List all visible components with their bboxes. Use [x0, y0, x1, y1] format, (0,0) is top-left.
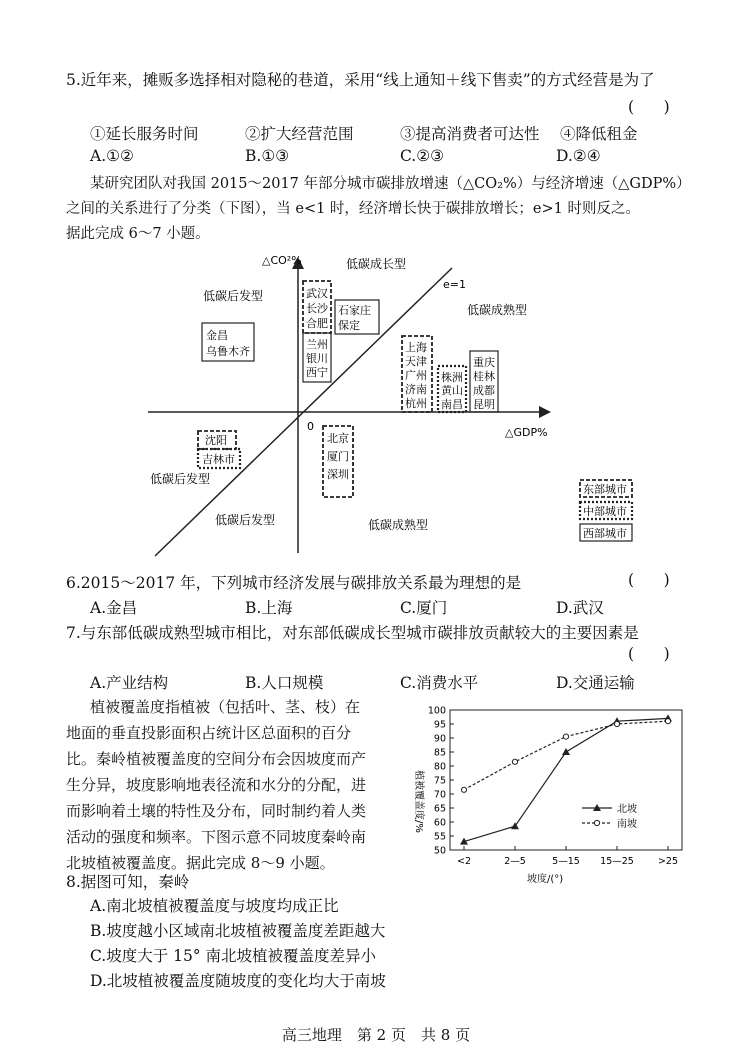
box-jilin — [198, 449, 240, 468]
point-south — [512, 759, 517, 764]
e1-label: e=1 — [443, 278, 466, 291]
q8-stem: 8.据图可知，秦岭 — [66, 873, 190, 891]
y-tick-label: 75 — [433, 775, 446, 787]
svg-text:厦门: 厦门 — [327, 450, 349, 463]
q5-statement-1: ①延长服务时间 — [90, 125, 199, 143]
q6-option-b: B.上海 — [245, 599, 293, 617]
q5-option-c: C.②③ — [400, 147, 445, 165]
chart-series — [460, 714, 672, 844]
y-tick-label: 100 — [427, 705, 446, 717]
zone-label-mature-1: 低碳成熟型 — [467, 303, 528, 317]
svg-text:金昌: 金昌 — [206, 329, 228, 342]
svg-text:乌鲁木齐: 乌鲁木齐 — [206, 345, 250, 358]
x-axis-label: △GDP% — [505, 426, 548, 439]
q8-option-c: C.坡度大于 15° 南北坡植被覆盖度差异小 — [90, 947, 377, 965]
point-north — [562, 748, 570, 755]
intro1-line-3: 据此完成 6～7 小题。 — [66, 226, 210, 242]
box-wuhan — [303, 281, 331, 333]
point-south — [563, 734, 568, 739]
zone-label-late-2: 低碳后发型 — [150, 472, 211, 486]
q8-option-d: D.北坡植被覆盖度随坡度的变化均大于南坡 — [90, 972, 386, 990]
y-tick-label: 80 — [433, 761, 446, 773]
svg-text:中部城市: 中部城市 — [583, 505, 627, 518]
y-tick-label: 90 — [433, 733, 446, 745]
svg-text:长沙: 长沙 — [306, 302, 328, 315]
q6-option-d: D.武汉 — [556, 599, 604, 617]
q5-stem: 5.近年来，摊贩多选择相对隐秘的巷道，采用“线上通知＋线下售卖”的方式经营是为了 — [66, 71, 655, 89]
x-tick-label: 15—25 — [600, 856, 634, 867]
q7-answer-paren: ( ) — [628, 645, 670, 663]
series-line-south — [464, 721, 668, 790]
chart-frame — [450, 710, 682, 850]
intro2-line-5: 而影响着土壤的特性及分布，同时制约着人类 — [66, 802, 367, 820]
legend-north — [582, 802, 637, 815]
svg-text:武汉: 武汉 — [306, 287, 328, 300]
q5-statement-4: ④降低租金 — [560, 125, 638, 143]
svg-text:西部城市: 西部城市 — [583, 527, 627, 540]
svg-text:北京: 北京 — [327, 432, 349, 445]
y-tick-label: 50 — [433, 845, 446, 857]
y-tick-label: 70 — [433, 789, 446, 801]
point-south — [461, 787, 466, 792]
x-tick-label: >25 — [657, 856, 679, 867]
y-tick-label: 55 — [433, 831, 446, 843]
q6-option-a: A.金昌 — [90, 599, 138, 617]
q6-option-c: C.厦门 — [400, 599, 448, 617]
carbon-gdp-figure — [0, 248, 752, 568]
svg-text:保定: 保定 — [338, 319, 360, 332]
intro2-line-3: 比。秦岭植被覆盖度的空间分布会因坡度而产 — [66, 750, 367, 768]
q7-option-d: D.交通运输 — [556, 674, 635, 692]
intro1-line-2: 之间的关系进行了分类（下图），当 e<1 时，经济增长快于碳排放增长；e>1 时则反之。 — [66, 201, 640, 217]
svg-text:昆明: 昆明 — [473, 398, 495, 411]
point-south — [665, 719, 670, 724]
box-shanghai — [402, 336, 432, 412]
box-shenyang — [198, 431, 236, 449]
svg-text:南坡: 南坡 — [617, 819, 637, 830]
intro2-line-2: 地面的垂直投影面积占统计区总面积的百分 — [66, 724, 352, 742]
chart-x-label: 坡度/(°) — [527, 874, 564, 885]
svg-text:株洲: 株洲 — [441, 371, 463, 384]
page-footer: 高三地理 第 2 页 共 8 页 — [281, 1026, 471, 1044]
q5-option-b: B.①③ — [245, 147, 290, 165]
svg-text:深圳: 深圳 — [327, 468, 349, 481]
y-tick-label: 65 — [433, 803, 446, 815]
x-tick-label: 2—5 — [504, 856, 526, 867]
q5-option-d: D.②④ — [556, 147, 601, 165]
intro2-line-4: 生分异，坡度影响地表径流和水分的分配，进 — [66, 776, 367, 794]
zone-label-late-3: 低碳后发型 — [215, 513, 276, 527]
svg-text:沈阳: 沈阳 — [205, 434, 227, 447]
legend-central — [580, 502, 632, 519]
zone-label-late-1: 低碳后发型 — [203, 289, 264, 303]
svg-text:成都: 成都 — [473, 384, 495, 397]
y-tick-label: 60 — [433, 817, 446, 829]
y-tick-label: 95 — [433, 719, 446, 731]
point-south — [614, 721, 619, 726]
svg-text:西宁: 西宁 — [306, 366, 328, 379]
chart-x-ticks — [457, 846, 678, 867]
zone-label-growth: 低碳成长型 — [346, 257, 407, 271]
chart-y-label: 植被覆盖度/% — [413, 770, 424, 833]
q5-statement-3: ③提高消费者可达性 — [400, 125, 540, 143]
svg-text:济南: 济南 — [405, 383, 427, 396]
box-zhuzhou — [438, 366, 466, 412]
box-shijiazhuang — [335, 300, 379, 334]
x-tick-label: <2 — [456, 856, 472, 867]
origin-label: 0 — [307, 420, 314, 433]
box-beijing — [323, 426, 353, 497]
x-tick-label: 5—15 — [552, 856, 580, 867]
box-jinchang — [202, 323, 254, 361]
vegetation-coverage-chart — [402, 700, 702, 890]
svg-text:黄山: 黄山 — [441, 384, 463, 397]
y-tick-label: 85 — [433, 747, 446, 759]
box-lanzhou — [303, 333, 331, 382]
intro2-line-1: 植被覆盖度指植被（包括叶、茎、枝）在 — [90, 698, 361, 716]
point-north — [511, 822, 519, 829]
y-axis-label: △CO²% — [262, 254, 302, 267]
svg-text:桂林: 桂林 — [473, 370, 495, 383]
svg-text:兰州: 兰州 — [306, 338, 328, 351]
legend-south — [582, 817, 637, 830]
q5-option-a: A.①② — [90, 147, 134, 165]
box-chongqing — [470, 351, 498, 412]
q7-stem: 7.与东部低碳成熟型城市相比，对东部低碳成长型城市碳排放贡献较大的主要因素是 — [66, 624, 639, 642]
q5-answer-paren: ( ) — [628, 98, 670, 116]
legend-west — [580, 524, 632, 541]
svg-text:石家庄: 石家庄 — [338, 304, 371, 317]
svg-text:东部城市: 东部城市 — [583, 483, 627, 496]
chart-axes — [450, 710, 682, 850]
svg-text:杭州: 杭州 — [405, 397, 427, 410]
svg-text:吉林市: 吉林市 — [202, 453, 235, 466]
q8-option-a: A.南北坡植被覆盖度与坡度均成正比 — [90, 897, 339, 915]
svg-text:北坡: 北坡 — [617, 804, 637, 815]
svg-text:上海: 上海 — [405, 341, 427, 354]
svg-text:南昌: 南昌 — [441, 398, 463, 411]
q8-option-b: B.坡度越小区域南北坡植被覆盖度差距越大 — [90, 922, 386, 940]
q5-statement-2: ②扩大经营范围 — [245, 125, 354, 143]
intro2-line-6: 活动的强度和频率。下图示意不同坡度秦岭南 — [66, 828, 367, 846]
q6-answer-paren: ( ) — [628, 571, 670, 589]
q7-option-a: A.产业结构 — [90, 674, 169, 692]
svg-text:合肥: 合肥 — [306, 317, 328, 330]
legend-east — [580, 480, 632, 497]
q6-stem: 6.2015～2017 年，下列城市经济发展与碳排放关系最为理想的是 — [66, 574, 522, 592]
svg-text:天津: 天津 — [405, 355, 427, 368]
svg-text:广州: 广州 — [405, 369, 427, 382]
intro2-line-7: 北坡植被覆盖度。据此完成 8～9 小题。 — [66, 854, 335, 872]
svg-text:银川: 银川 — [306, 352, 328, 365]
zone-label-mature-2: 低碳成熟型 — [368, 518, 429, 532]
intro1-line-1: 某研究团队对我国 2015～2017 年部分城市碳排放增速（△CO₂%）与经济增速（△GDP%） — [90, 176, 691, 192]
q7-option-c: C.消费水平 — [400, 674, 479, 692]
q7-option-b: B.人口规模 — [245, 674, 324, 692]
svg-text:重庆: 重庆 — [473, 356, 495, 369]
